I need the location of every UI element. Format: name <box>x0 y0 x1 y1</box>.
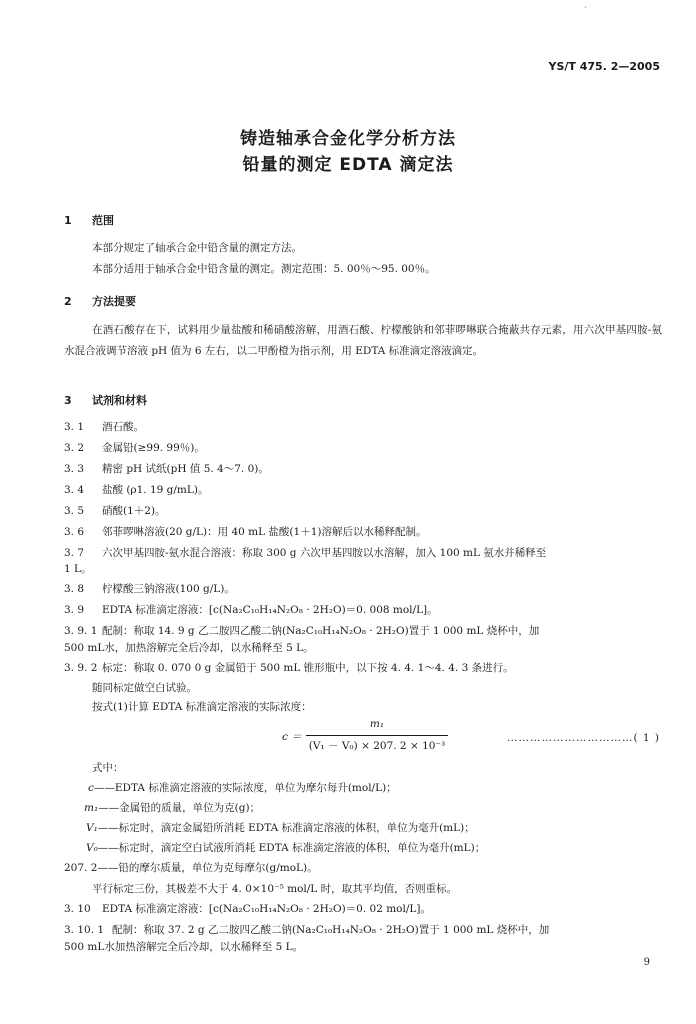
section-title: 方法提要 <box>92 295 136 308</box>
symbol-definition: 207. 2——铅的摩尔质量，单位为克每摩尔(g/moL)。 <box>64 862 318 874</box>
formula-1 <box>0 716 696 762</box>
page-number: 9 <box>643 957 650 968</box>
reagent-item: 3. 7 六次甲基四胺-氨水混合溶液：称取 300 g 六次甲基四胺以水溶解，加入 100 mL 氨水并稀释至 <box>64 547 547 559</box>
section-3-heading <box>64 392 147 408</box>
method-summary-paragraph: 在酒石酸存在下，试料用少量盐酸和稀硝酸溶解，用酒石酸、柠檬酸钠和邻菲啰啉联合掩蔽共存元素，用六次甲基四胺-氨水混合液调节溶液 pH 值为 6 左右，以二甲酚橙为指示剂，用 EDTA 标准滴定溶液滴定。 <box>64 324 662 357</box>
standard-number: YS/T 475. 2—2005 <box>548 60 660 73</box>
blank-test-note: 随同标定做空白试验。 <box>92 682 197 694</box>
reagent-item: 3. 10 EDTA 标准滴定溶液：[c(Na₂C₁₀H₁₄N₂O₈ · 2H₂O)＝0. 02 mol/L]。 <box>64 903 431 915</box>
scope-line-1: 本部分规定了轴承合金中铅含量的测定方法。 <box>92 242 302 254</box>
section-2-heading <box>64 293 136 309</box>
symbol-definition: m₁——金属铅的质量，单位为克(g)； <box>84 802 261 814</box>
where-intro: 式中： <box>92 762 124 774</box>
reagent-item: 3. 9 EDTA 标准滴定溶液：[c(Na₂C₁₀H₁₄N₂O₈ · 2H₂O)＝0. 008 mol/L]。 <box>64 604 438 616</box>
symbol-definition: V₁——标定时，滴定金属铅所消耗 EDTA 标准滴定溶液的体积，单位为毫升(mL)； <box>86 822 475 834</box>
reagent-item: 3. 10. 1 配制：称取 37. 2 g 乙二胺四乙酸二钠(Na₂C₁₀H₁₄N₂O₈ · 2H₂O)置于 1 000 mL 烧杯中，加 <box>64 924 550 936</box>
reagent-item: 3. 2 金属铅(≥99. 99％)。 <box>64 442 205 454</box>
section-number: 1 <box>64 214 72 227</box>
reagent-item: 3. 9. 2 标定：称取 0. 070 0 g 金属铅于 500 mL 锥形瓶中，以下按 4. 4. 1～4. 4. 3 条进行。 <box>64 662 514 674</box>
reagent-item: 3. 4 盐酸 (ρ1. 19 g/mL)。 <box>64 484 209 496</box>
reagent-item: 3. 6 邻菲啰啉溶液(20 g/L)：用 40 mL 盐酸(1＋1)溶解后以水稀释配制。 <box>64 526 427 538</box>
reagent-item: 3. 1 酒石酸。 <box>64 421 144 433</box>
scan-mark: ` <box>584 6 588 15</box>
equation-number: ……………………………( 1 ) <box>506 732 660 744</box>
title-line-1: 铸造轴承合金化学分析方法 <box>240 129 456 149</box>
section-title: 范围 <box>92 214 114 227</box>
scope-line-2: 本部分适用于轴承合金中铅含量的测定。测定范围：5. 00％～95. 00％。 <box>92 263 436 275</box>
reagent-item-continuation: 500 mL水，加热溶解完全后冷却，以水稀释至 5 L。 <box>64 642 314 654</box>
section-number: 3 <box>64 394 72 407</box>
reagent-item: 3. 9. 1 配制：称取 14. 9 g 乙二胺四乙酸二钠(Na₂C₁₀H₁₄N₂O₈ · 2H₂O)置于 1 000 mL 烧杯中，加 <box>64 625 540 637</box>
symbol-definition: V₀——标定时，滴定空白试液所消耗 EDTA 标准滴定溶液的体积，单位为毫升(mL)； <box>86 842 486 854</box>
formula-numerator: m₁ <box>369 718 385 730</box>
reagent-item: 3. 5 硝酸(1＋2)。 <box>64 505 166 517</box>
reagent-item: 3. 3 精密 pH 试纸(pH 值 5. 4～7. 0)。 <box>64 463 269 475</box>
formula-lhs: c ＝ <box>282 731 302 743</box>
symbol-definition: c——EDTA 标准滴定溶液的实际浓度，单位为摩尔每升(mol/L)； <box>88 782 397 794</box>
title-line-2: 铅量的测定 EDTA 滴定法 <box>242 155 454 175</box>
parallel-calibration-note: 平行标定三份，其极差不大于 4. 0×10⁻⁵ mol/L 时，取其平均值，否则重标。 <box>92 883 458 895</box>
reagent-item: 3. 8 柠檬酸三钠溶液(100 g/L)。 <box>64 583 235 595</box>
formula-intro: 按式(1)计算 EDTA 标准滴定溶液的实际浓度： <box>92 701 312 713</box>
section-number: 2 <box>64 295 72 308</box>
section-1-heading <box>64 212 114 228</box>
reagent-item-continuation: 1 L。 <box>64 563 92 575</box>
fraction-bar <box>306 735 448 736</box>
formula-denominator: (V₁ － V₀) × 207. 2 × 10⁻³ <box>308 740 446 752</box>
section-title: 试剂和材料 <box>92 394 147 407</box>
reagent-item-continuation: 500 mL水加热溶解完全后冷却，以水稀释至 5 L。 <box>64 941 304 953</box>
